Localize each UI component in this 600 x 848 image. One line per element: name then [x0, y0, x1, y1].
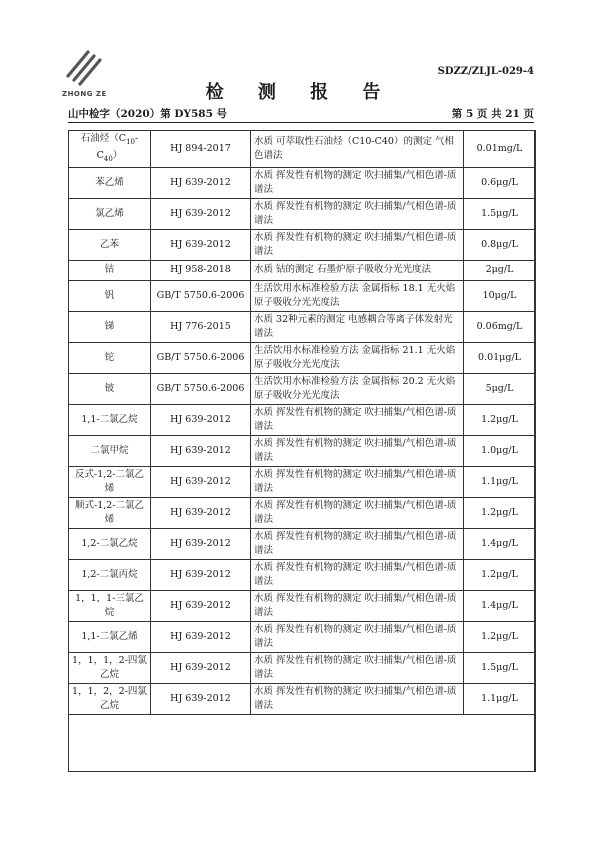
method-cell: 水质 挥发性有机物的测定 吹扫捕集/气相色谱-质谱法: [251, 167, 464, 198]
standard-cell: HJ 958-2018: [151, 260, 251, 280]
limit-cell: 1.0μg/L: [464, 435, 536, 466]
report-subheader: [68, 106, 534, 123]
item-cell: 钴: [69, 260, 151, 280]
method-cell: 水质 挥发性有机物的测定 吹扫捕集/气相色谱-质谱法: [251, 435, 464, 466]
method-cell: 水质 挥发性有机物的测定 吹扫捕集/气相色谱-质谱法: [251, 559, 464, 590]
table-row: [69, 435, 536, 466]
limit-cell: 1.4μg/L: [464, 590, 536, 621]
item-cell: 1,2-二氯乙烷: [69, 528, 151, 559]
method-cell: 水质 挥发性有机物的测定 吹扫捕集/气相色谱-质谱法: [251, 683, 464, 714]
table-row: [69, 198, 536, 229]
limit-cell: 1.1μg/L: [464, 683, 536, 714]
item-cell: 氯乙烯: [69, 198, 151, 229]
item-cell: 1,1-二氯乙烯: [69, 621, 151, 652]
limit-cell: 10μg/L: [464, 280, 536, 311]
item-cell: 锑: [69, 311, 151, 342]
standard-cell: HJ 639-2012: [151, 466, 251, 497]
standard-cell: HJ 639-2012: [151, 167, 251, 198]
method-cell: 水质 挥发性有机物的测定 吹扫捕集/气相色谱-质谱法: [251, 198, 464, 229]
table-row: [69, 404, 536, 435]
item-cell: 钒: [69, 280, 151, 311]
table-row: [69, 621, 536, 652]
table-row: [69, 652, 536, 683]
item-cell: 乙苯: [69, 229, 151, 260]
standard-cell: HJ 894-2017: [151, 131, 251, 168]
test-methods-table: [68, 130, 536, 715]
document-code: SDZZ/ZLJL-029-4: [437, 66, 534, 77]
table-row: [69, 260, 536, 280]
limit-cell: 0.6μg/L: [464, 167, 536, 198]
table-row: [69, 131, 536, 168]
standard-cell: HJ 776-2015: [151, 311, 251, 342]
page-info: 第 5 页 共 21 页: [451, 108, 534, 120]
standard-cell: HJ 639-2012: [151, 229, 251, 260]
method-cell: 水质 钴的测定 石墨炉原子吸收分光光度法: [251, 260, 464, 280]
method-cell: 水质 挥发性有机物的测定 吹扫捕集/气相色谱-质谱法: [251, 528, 464, 559]
item-cell: 1，1，1-三氯乙烷: [69, 590, 151, 621]
limit-cell: 1.2μg/L: [464, 404, 536, 435]
table-row: [69, 466, 536, 497]
standard-cell: HJ 639-2012: [151, 404, 251, 435]
limit-cell: 1.1μg/L: [464, 466, 536, 497]
table-row: [69, 167, 536, 198]
standard-cell: HJ 639-2012: [151, 198, 251, 229]
standard-cell: HJ 639-2012: [151, 621, 251, 652]
standard-cell: HJ 639-2012: [151, 559, 251, 590]
method-cell: 水质 可萃取性石油烃（C10-C40）的测定 气相色谱法: [251, 131, 464, 168]
standard-cell: HJ 639-2012: [151, 528, 251, 559]
method-cell: 水质 挥发性有机物的测定 吹扫捕集/气相色谱-质谱法: [251, 404, 464, 435]
table-row: [69, 229, 536, 260]
method-cell: 生活饮用水标准检验方法 金属指标 18.1 无火焰原子吸收分光光度法: [251, 280, 464, 311]
table-row: [69, 528, 536, 559]
item-cell: 1,2-二氯丙烷: [69, 559, 151, 590]
table-row: [69, 311, 536, 342]
table-row: [69, 559, 536, 590]
table-row: [69, 280, 536, 311]
limit-cell: 1.2μg/L: [464, 559, 536, 590]
method-cell: 水质 挥发性有机物的测定 吹扫捕集/气相色谱-质谱法: [251, 466, 464, 497]
standard-cell: HJ 639-2012: [151, 497, 251, 528]
table-row: [69, 497, 536, 528]
method-cell: 生活饮用水标准检验方法 金属指标 21.1 无火焰原子吸收分光光度法: [251, 342, 464, 373]
item-cell: 1，1，2，2-四氯乙烷: [69, 683, 151, 714]
method-cell: 水质 挥发性有机物的测定 吹扫捕集/气相色谱-质谱法: [251, 590, 464, 621]
item-cell: 1，1，1，2-四氯乙烷: [69, 652, 151, 683]
item-cell: 铊: [69, 342, 151, 373]
limit-cell: 0.01mg/L: [464, 131, 536, 168]
item-cell: 反式-1,2-二氯乙烯: [69, 466, 151, 497]
limit-cell: 0.06mg/L: [464, 311, 536, 342]
method-cell: 水质 挥发性有机物的测定 吹扫捕集/气相色谱-质谱法: [251, 229, 464, 260]
item-cell: 铍: [69, 373, 151, 404]
table-row: [69, 683, 536, 714]
limit-cell: 1.5μg/L: [464, 652, 536, 683]
standard-cell: HJ 639-2012: [151, 590, 251, 621]
standard-cell: GB/T 5750.6-2006: [151, 373, 251, 404]
item-cell: 二氯甲烷: [69, 435, 151, 466]
table-row: [69, 342, 536, 373]
limit-cell: 1.2μg/L: [464, 497, 536, 528]
table-row: [69, 590, 536, 621]
logo-text: ZHONG ZE: [62, 90, 107, 98]
method-cell: 水质 挥发性有机物的测定 吹扫捕集/气相色谱-质谱法: [251, 652, 464, 683]
report-number: 山中检字（2020）第 DY585 号: [68, 108, 228, 120]
method-cell: 水质 32种元素的测定 电感耦合等离子体发射光谱法: [251, 311, 464, 342]
standard-cell: HJ 639-2012: [151, 683, 251, 714]
limit-cell: 1.2μg/L: [464, 621, 536, 652]
method-cell: 水质 挥发性有机物的测定 吹扫捕集/气相色谱-质谱法: [251, 497, 464, 528]
standard-cell: HJ 639-2012: [151, 652, 251, 683]
limit-cell: 5μg/L: [464, 373, 536, 404]
table-row: [69, 373, 536, 404]
item-cell: 苯乙烯: [69, 167, 151, 198]
limit-cell: 1.4μg/L: [464, 528, 536, 559]
item-cell: 石油烃$(C_{10}-C_{40})$: [69, 131, 151, 168]
standard-cell: GB/T 5750.6-2006: [151, 342, 251, 373]
limit-cell: 2μg/L: [464, 260, 536, 280]
standard-cell: GB/T 5750.6-2006: [151, 280, 251, 311]
page-title: 检 测 报 告: [205, 82, 395, 103]
item-cell: 顺式-1,2-二氯乙烯: [69, 497, 151, 528]
limit-cell: 0.8μg/L: [464, 229, 536, 260]
standard-cell: HJ 639-2012: [151, 435, 251, 466]
method-cell: 生活饮用水标准检验方法 金属指标 20.2 无火焰原子吸收分光光度法: [251, 373, 464, 404]
limit-cell: 1.5μg/L: [464, 198, 536, 229]
method-cell: 水质 挥发性有机物的测定 吹扫捕集/气相色谱-质谱法: [251, 621, 464, 652]
limit-cell: 0.01μg/L: [464, 342, 536, 373]
item-cell: 1,1-二氯乙烷: [69, 404, 151, 435]
